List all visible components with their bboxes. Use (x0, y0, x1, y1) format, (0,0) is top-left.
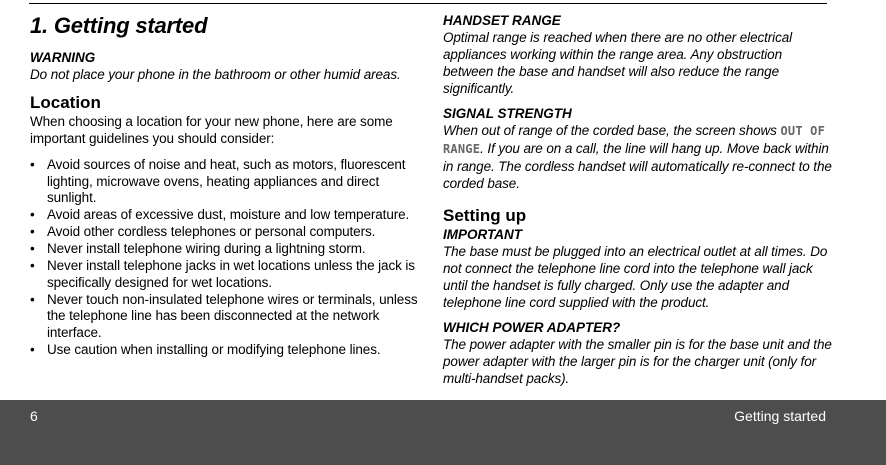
bullet: • (30, 224, 35, 239)
bullet: • (30, 341, 35, 357)
signal-strength-text (443, 122, 835, 192)
top-rule (29, 3, 827, 4)
guideline-text: Avoid sources of noise and heat, such as motors, fluorescent lighting, microwave ovens, heating appliances and direct sunlight. (47, 157, 406, 205)
signal-text-after: . If you are on a call, the line will hang up. Move back within in range. The cordless handset will automatically re-connect to the corded base. (443, 141, 832, 191)
signal-strength-heading: SIGNAL STRENGTH (443, 106, 572, 121)
page-number: 6 (30, 408, 38, 424)
guideline-text: Never touch non-insulated telephone wires or terminals, unless the telephone line has been disconnected at the network interface. (47, 291, 418, 340)
bullet: • (30, 207, 35, 222)
handset-range-text: Optimal range is reached when there are no other electrical appliances working within the range area. Any obstruction between the base and handset will also reduce the range significantly. (443, 30, 793, 96)
page-footer (0, 400, 886, 465)
chapter-title: 1. Getting started (30, 13, 208, 38)
list-item (30, 292, 420, 342)
bullet: • (30, 291, 35, 307)
handset-range-heading: HANDSET RANGE (443, 13, 561, 28)
setting-up-heading: Setting up (443, 206, 527, 225)
location-heading: Location (30, 93, 101, 112)
bullet: • (30, 157, 35, 172)
guideline-text: Avoid other cordless telephones or personal computers. (47, 224, 376, 239)
warning-heading: WARNING (30, 50, 96, 65)
list-item (30, 207, 420, 224)
important-heading: IMPORTANT (443, 227, 522, 242)
location-intro: When choosing a location for your new phone, here are some important guidelines you should consider: (30, 114, 393, 146)
list-item (30, 342, 420, 359)
list-item (30, 224, 420, 241)
guidelines-list (30, 157, 420, 358)
important-text: The base must be plugged into an electrical outlet at all times. Do not connect the telephone line cord into the telephone wall jack until the handset is fully charged. Only use the adapter and telephone line cord supplied with the product. (443, 244, 828, 310)
list-item (30, 258, 420, 291)
bullet: • (30, 241, 35, 256)
guideline-text: Never install telephone jacks in wet locations unless the jack is specifically designed for wet locations. (47, 258, 415, 290)
list-item (30, 241, 420, 258)
guideline-text: Use caution when installing or modifying telephone lines. (47, 341, 381, 357)
lcd-out-of-range: OUT OF RANGE (443, 124, 826, 156)
guideline-text: Never install telephone wiring during a lightning storm. (47, 241, 366, 256)
footer-section-title: Getting started (734, 408, 826, 424)
right-column (443, 12, 835, 393)
guideline-text: Avoid areas of excessive dust, moisture and low temperature. (47, 207, 410, 222)
warning-text: Do not place your phone in the bathroom or other humid areas. (30, 67, 401, 82)
list-item (30, 157, 420, 207)
power-adapter-heading: WHICH POWER ADAPTER? (443, 320, 621, 335)
left-column (30, 12, 420, 359)
signal-text-before: When out of range of the corded base, the screen shows (443, 123, 781, 138)
power-adapter-text: The power adapter with the smaller pin is for the base unit and the power adapter with the larger pin is for the charger unit (only for multi-handset packs). (443, 337, 832, 386)
bullet: • (30, 258, 35, 273)
